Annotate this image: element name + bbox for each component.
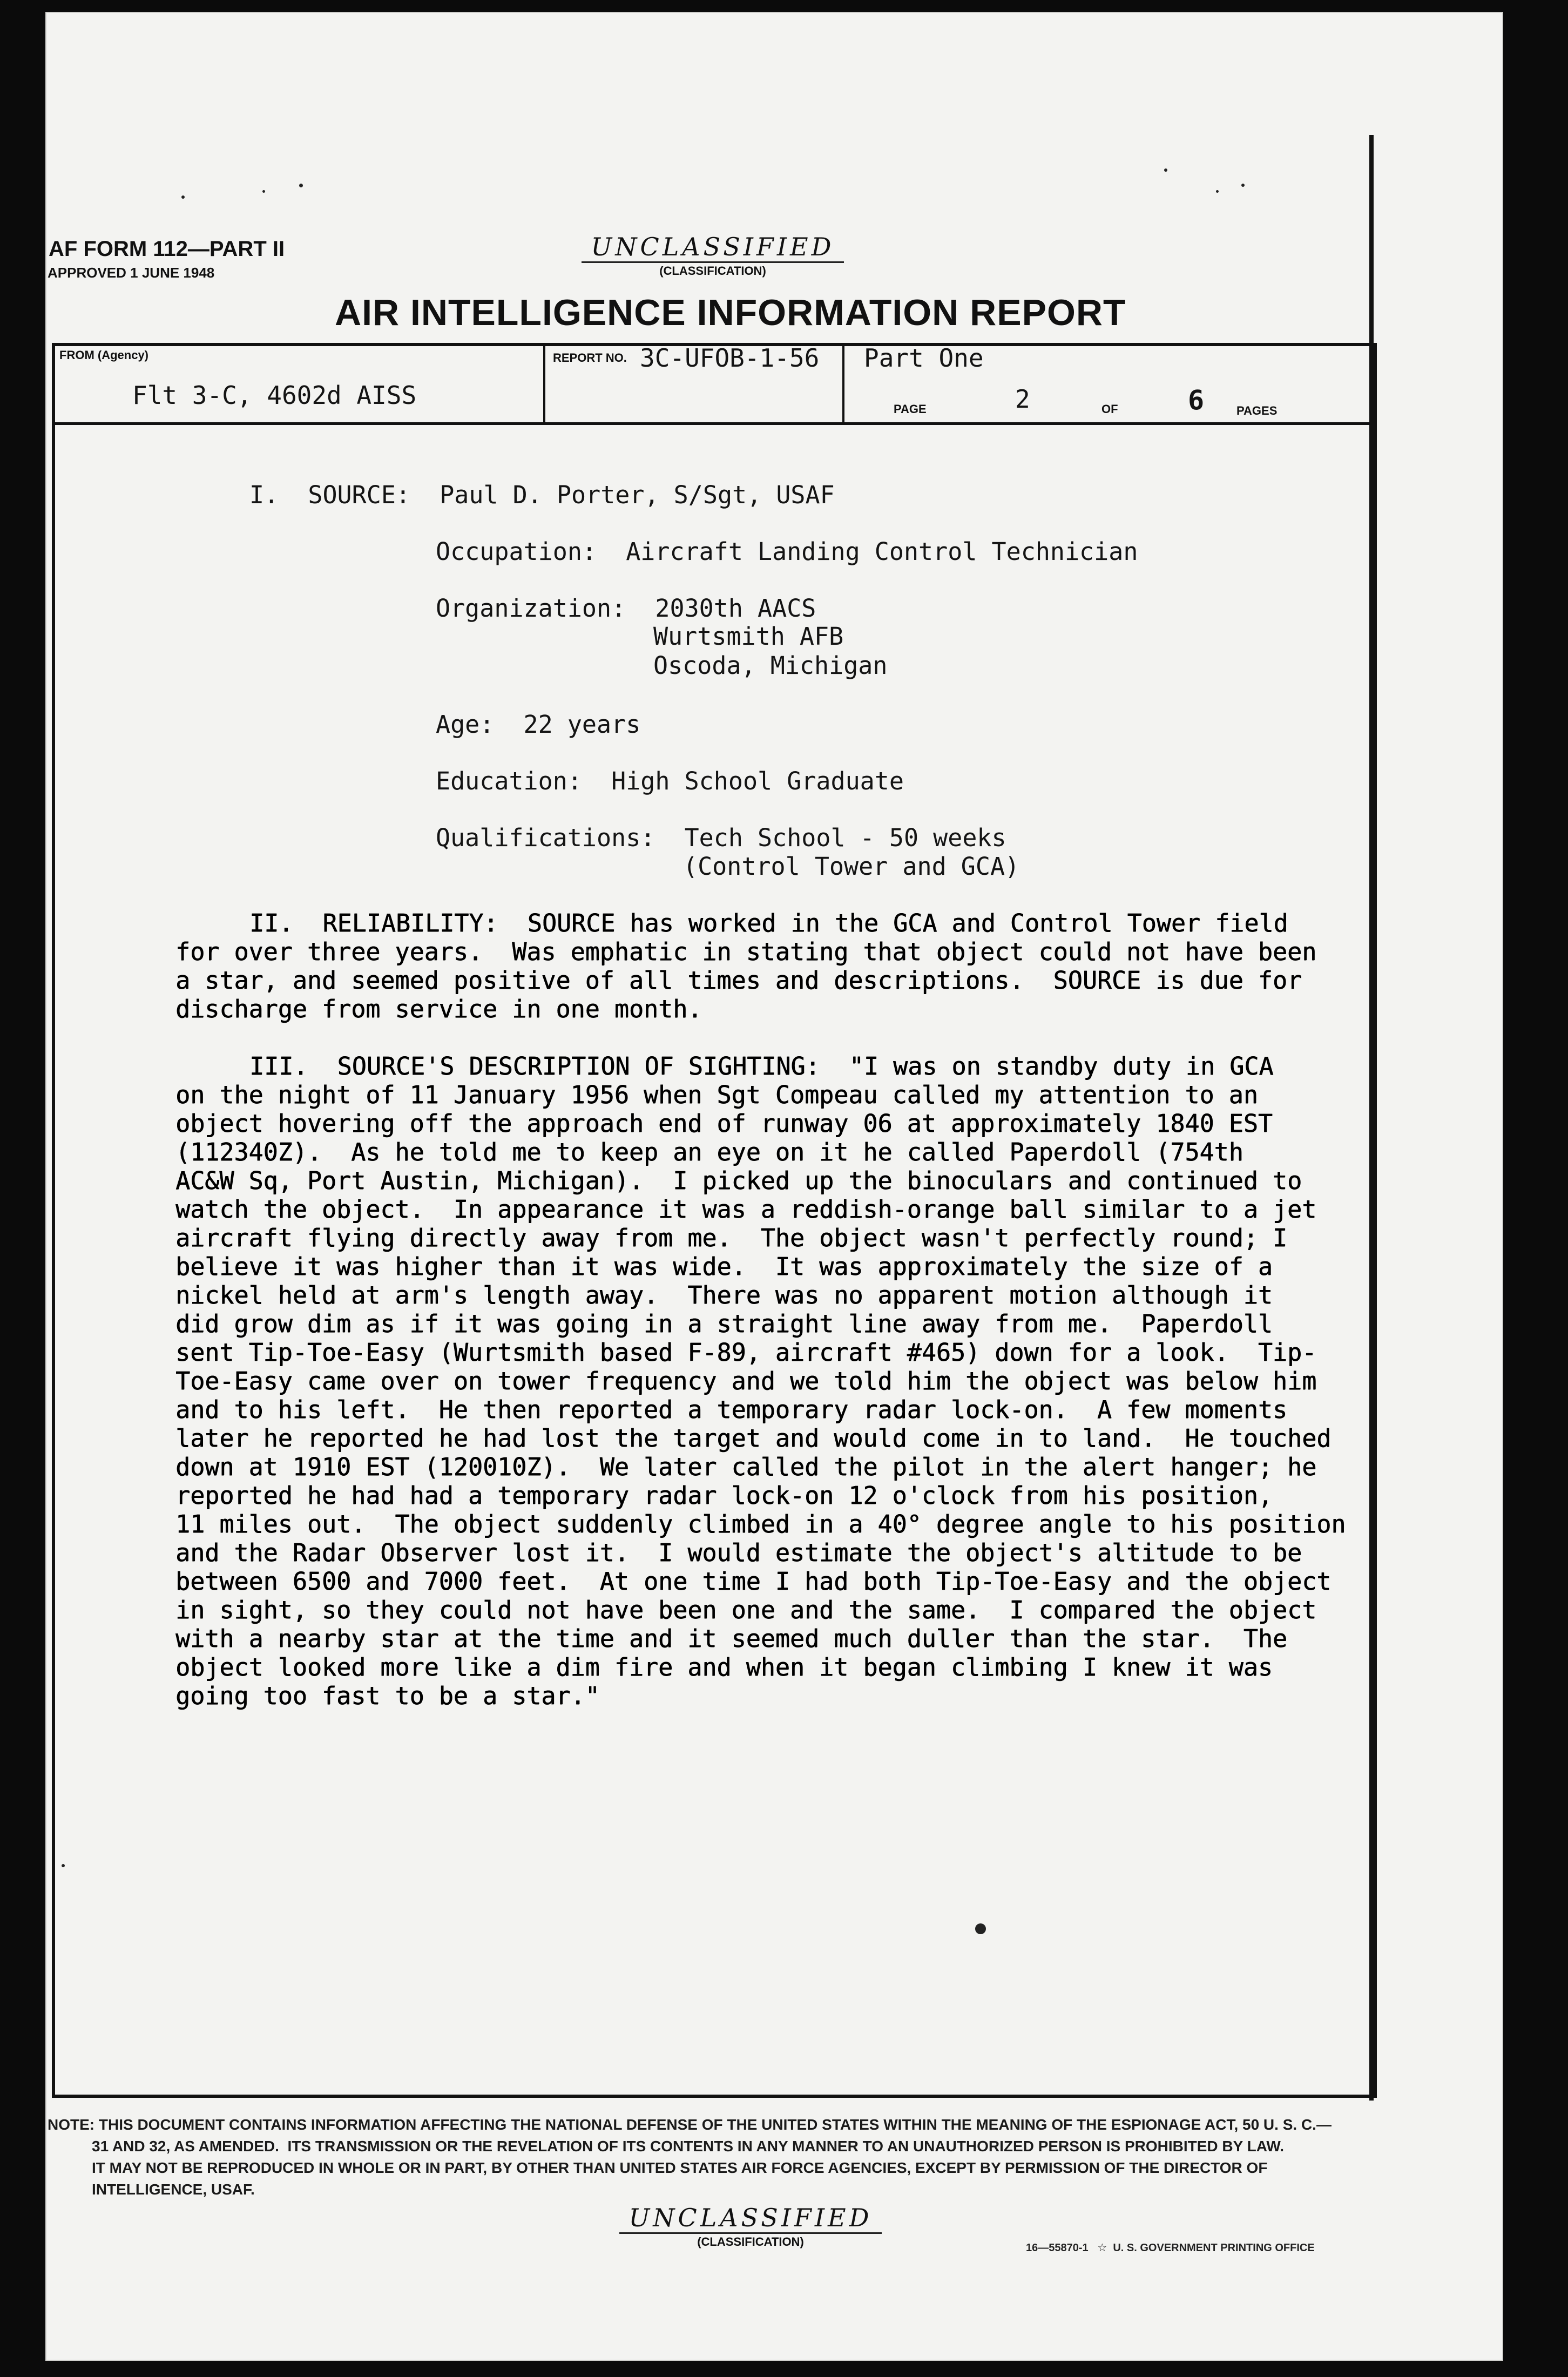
sighting-line: aircraft flying directly away from me. The object wasn't perfectly round; I [175,1224,1288,1252]
page-number: 2 [1015,384,1030,414]
espionage-notice [48,2114,1451,2200]
sighting-line: and to his left. He then reported a temporary radar lock-on. A few moments [175,1395,1288,1424]
sighting-line: in sight, so they could not have been one and the same. I compared the object [175,1596,1317,1624]
classification-bottom [599,2203,902,2249]
part-value: Part One [864,343,984,373]
report-title: AIR INTELLIGENCE INFORMATION REPORT [335,292,1126,333]
speck [181,195,185,199]
sighting-line: object looked more like a dim fire and when it began climbing I knew it was [175,1653,1273,1682]
header-column-divider [842,343,844,422]
sighting-line: object hovering off the approach end of runway 06 at approximately 1840 EST [175,1109,1273,1138]
notice-line: NOTE: THIS DOCUMENT CONTAINS INFORMATION AFFECTING THE NATIONAL DEFENSE OF THE UNITED STATES WITHIN THE MEANING OF THE ESPIONAGE ACT, 50 U. S. C.— [48,2116,1332,2133]
sighting-line: going too fast to be a star." [175,1682,600,1710]
sighting-line: and the Radar Observer lost it. I would estimate the object's altitude to be [175,1538,1302,1567]
sighting-line: reported he had had a temporary radar lock-on 12 o'clock from his position, [175,1481,1273,1510]
sighting-line: did grow dim as if it was going in a straight line away from me. Paperdoll [175,1309,1273,1338]
notice-line: IT MAY NOT BE REPRODUCED IN WHOLE OR IN PART, BY OTHER THAN UNITED STATES AIR FORCE AGENCIES, EXCEPT BY PERMISSION OF THE DIRECTOR OF [92,2159,1268,2176]
header-divider [52,422,1374,425]
sighting-line: sent Tip-Toe-Easy (Wurtsmith based F-89, aircraft #465) down for a look. Tip- [175,1338,1317,1367]
speck [1216,190,1219,193]
sighting-line: Toe-Easy came over on tower frequency and we told him the object was below him [175,1367,1317,1395]
classification-top [562,232,864,278]
qualifications-line: (Control Tower and GCA) [683,852,1020,881]
speck [1164,168,1167,172]
sighting-line: believe it was higher than it was wide. It was approximately the size of a [175,1252,1273,1281]
age-line: Age: 22 years [436,710,641,739]
header-column-divider [543,343,545,422]
total-pages: 6 [1188,384,1205,416]
page-label: PAGE [894,402,927,416]
education-line: Education: High School Graduate [436,767,904,795]
of-label: OF [1101,402,1118,416]
report-no-value: 3C-UFOB-1-56 [640,343,820,373]
speck [262,190,265,193]
speck [1241,184,1245,187]
notice-line: 31 AND 32, AS AMENDED. ITS TRANSMISSION OR THE REVELATION OF ITS CONTENTS IN ANY MANNER TO AN UNAUTHORIZED PERSON IS PROHIBITED BY LAW. [92,2138,1285,2155]
classification-top-caption: (CLASSIFICATION) [659,264,766,278]
classification-bottom-caption: (CLASSIFICATION) [697,2235,804,2248]
reliability-line: a star, and seemed positive of all times and descriptions. SOURCE is due for [175,966,1302,995]
sighting-line: down at 1910 EST (120010Z). We later called the pilot in the alert hanger; he [175,1453,1317,1481]
from-label: FROM (Agency) [59,348,148,362]
sighting-line: III. SOURCE'S DESCRIPTION OF SIGHTING: "I was on standby duty in GCA [249,1052,1274,1081]
sighting-line: later he reported he had lost the target and would come in to land. He touched [175,1424,1332,1453]
from-value: Flt 3-C, 4602d AISS [132,381,417,410]
page-edge-rule [1369,135,1374,2101]
form-approved-date: APPROVED 1 JUNE 1948 [48,265,215,281]
organization-line: Organization: 2030th AACS [436,594,816,623]
qualifications-line: Qualifications: Tech School - 50 weeks [436,823,1006,852]
sighting-line: nickel held at arm's length away. There was no apparent motion although it [175,1281,1273,1309]
sighting-line: AC&W Sq, Port Austin, Michigan). I picked up the binoculars and continued to [175,1166,1302,1195]
speck [299,184,303,187]
sighting-line: watch the object. In appearance it was a reddish-orange ball similar to a jet [175,1195,1317,1224]
sighting-line: with a nearby star at the time and it seemed much duller than the star. The [175,1624,1288,1653]
printing-office-mark: 16—55870-1 ☆ U. S. GOVERNMENT PRINTING OFFICE [1026,2242,1315,2254]
sighting-line: on the night of 11 January 1956 when Sgt Compeau called my attention to an [175,1081,1258,1109]
reliability-line: II. RELIABILITY: SOURCE has worked in the GCA and Control Tower field [249,909,1288,937]
pages-label: PAGES [1236,404,1278,417]
classification-top-value: UNCLASSIFIED [582,232,844,263]
organization-line: Wurtsmith AFB [653,622,844,651]
occupation-line: Occupation: Aircraft Landing Control Technician [436,537,1138,566]
classification-bottom-value: UNCLASSIFIED [619,2203,882,2234]
reliability-line: discharge from service in one month. [175,995,702,1023]
reliability-line: for over three years. Was emphatic in stating that object could not have been [175,937,1317,966]
sighting-line: (112340Z). As he told me to keep an eye on it he called Paperdoll (754th [175,1138,1243,1166]
report-no-label: REPORT NO. [553,351,627,364]
form-id: AF FORM 112—PART II [49,237,285,261]
sighting-line: between 6500 and 7000 feet. At one time I had both Tip-Toe-Easy and the object [175,1567,1332,1596]
source-line: I. SOURCE: Paul D. Porter, S/Sgt, USAF [249,481,835,509]
organization-line: Oscoda, Michigan [653,651,888,680]
sighting-line: 11 miles out. The object suddenly climbed in a 40° degree angle to his position [175,1510,1346,1538]
notice-line: INTELLIGENCE, USAF. [92,2181,255,2198]
